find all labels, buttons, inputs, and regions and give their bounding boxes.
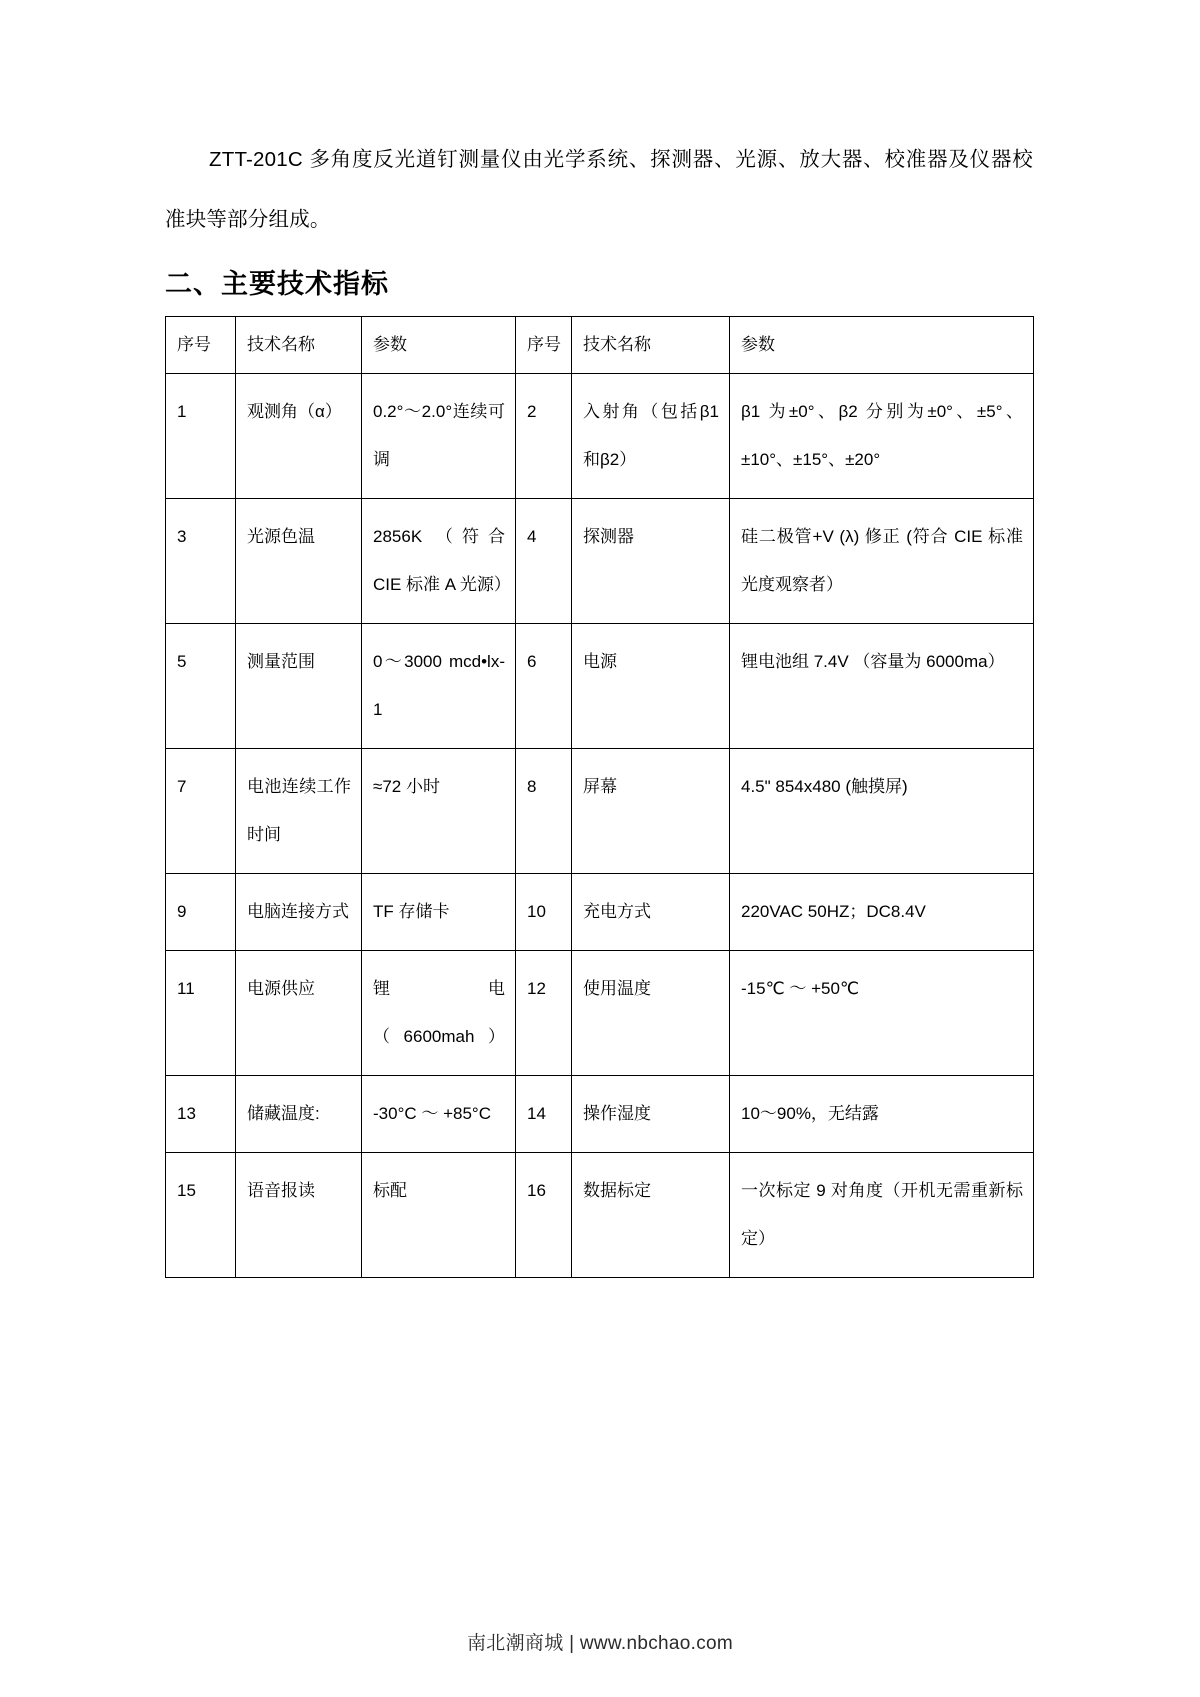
cell-no-right: 4 bbox=[516, 498, 572, 623]
cell-name-left: 储藏温度: bbox=[236, 1075, 362, 1152]
table-header-row bbox=[166, 316, 1034, 373]
cell-name-left: 电脑连接方式 bbox=[236, 873, 362, 950]
intro-text: ZTT-201C 多角度反光道钉测量仪由光学系统、探测器、光源、放大器、校准器及仪器校准块等部分组成。 bbox=[165, 148, 1033, 231]
cell-no-left: 3 bbox=[166, 498, 236, 623]
header-cell-name-right: 技术名称 bbox=[572, 316, 730, 373]
cell-param-right: β1 为±0°、β2 分别为±0°、±5°、±10°、±15°、±20° bbox=[730, 373, 1034, 498]
table-row bbox=[166, 1152, 1034, 1277]
cell-no-right: 12 bbox=[516, 950, 572, 1075]
cell-no-left: 1 bbox=[166, 373, 236, 498]
cell-param-left: TF 存储卡 bbox=[362, 873, 516, 950]
cell-no-left: 7 bbox=[166, 748, 236, 873]
table-row bbox=[166, 373, 1034, 498]
cell-param-left: 2856K （符合 CIE 标准 A 光源） bbox=[362, 498, 516, 623]
cell-param-left: 锂 电 （6600mah） bbox=[362, 950, 516, 1075]
cell-param-right: 10～90%，无结露 bbox=[730, 1075, 1034, 1152]
cell-name-left: 观测角（α） bbox=[236, 373, 362, 498]
cell-name-right: 充电方式 bbox=[572, 873, 730, 950]
cell-param-right: 4.5" 854x480 (触摸屏) bbox=[730, 748, 1034, 873]
page-footer: 南北潮商城 | www.nbchao.com bbox=[467, 1633, 733, 1654]
cell-name-right: 使用温度 bbox=[572, 950, 730, 1075]
header-cell-name-left: 技术名称 bbox=[236, 316, 362, 373]
header-cell-param-left: 参数 bbox=[362, 316, 516, 373]
section-heading: 二、主要技术指标 bbox=[165, 269, 389, 299]
cell-param-left: 0.2°～2.0°连续可调 bbox=[362, 373, 516, 498]
cell-param-left: 0～3000 mcd•lx-1 bbox=[362, 623, 516, 748]
cell-param-right: 220VAC 50HZ；DC8.4V bbox=[730, 873, 1034, 950]
cell-no-left: 9 bbox=[166, 873, 236, 950]
cell-name-right: 入射角（包括β1 和β2） bbox=[572, 373, 730, 498]
intro-paragraph bbox=[165, 130, 1033, 250]
cell-no-right: 2 bbox=[516, 373, 572, 498]
cell-no-left: 11 bbox=[166, 950, 236, 1075]
table-row bbox=[166, 748, 1034, 873]
cell-param-left: -30°C ～ +85°C bbox=[362, 1075, 516, 1152]
cell-no-left: 5 bbox=[166, 623, 236, 748]
header-cell-param-right: 参数 bbox=[730, 316, 1034, 373]
cell-param-left: ≈72 小时 bbox=[362, 748, 516, 873]
cell-name-left: 电源供应 bbox=[236, 950, 362, 1075]
table-row bbox=[166, 623, 1034, 748]
cell-name-left: 测量范围 bbox=[236, 623, 362, 748]
document-content bbox=[165, 130, 1033, 1278]
spec-table bbox=[165, 316, 1034, 1278]
header-cell-no-right: 序号 bbox=[516, 316, 572, 373]
cell-no-right: 16 bbox=[516, 1152, 572, 1277]
cell-name-left: 光源色温 bbox=[236, 498, 362, 623]
cell-param-left: 标配 bbox=[362, 1152, 516, 1277]
cell-param-right: 一次标定 9 对角度（开机无需重新标定） bbox=[730, 1152, 1034, 1277]
cell-no-left: 13 bbox=[166, 1075, 236, 1152]
cell-name-left: 语音报读 bbox=[236, 1152, 362, 1277]
table-row bbox=[166, 498, 1034, 623]
header-cell-no-left: 序号 bbox=[166, 316, 236, 373]
cell-name-right: 电源 bbox=[572, 623, 730, 748]
table-row bbox=[166, 950, 1034, 1075]
cell-name-left: 电池连续工作时间 bbox=[236, 748, 362, 873]
cell-name-right: 探测器 bbox=[572, 498, 730, 623]
cell-name-right: 操作湿度 bbox=[572, 1075, 730, 1152]
cell-no-right: 8 bbox=[516, 748, 572, 873]
table-row bbox=[166, 873, 1034, 950]
cell-no-right: 6 bbox=[516, 623, 572, 748]
cell-no-right: 10 bbox=[516, 873, 572, 950]
cell-param-right: -15℃ ～ +50℃ bbox=[730, 950, 1034, 1075]
table-row bbox=[166, 1075, 1034, 1152]
cell-param-right: 锂电池组 7.4V （容量为 6000ma） bbox=[730, 623, 1034, 748]
cell-no-left: 15 bbox=[166, 1152, 236, 1277]
cell-name-right: 数据标定 bbox=[572, 1152, 730, 1277]
cell-param-right: 硅二极管+V (λ) 修正 (符合 CIE 标准光度观察者） bbox=[730, 498, 1034, 623]
cell-name-right: 屏幕 bbox=[572, 748, 730, 873]
cell-no-right: 14 bbox=[516, 1075, 572, 1152]
